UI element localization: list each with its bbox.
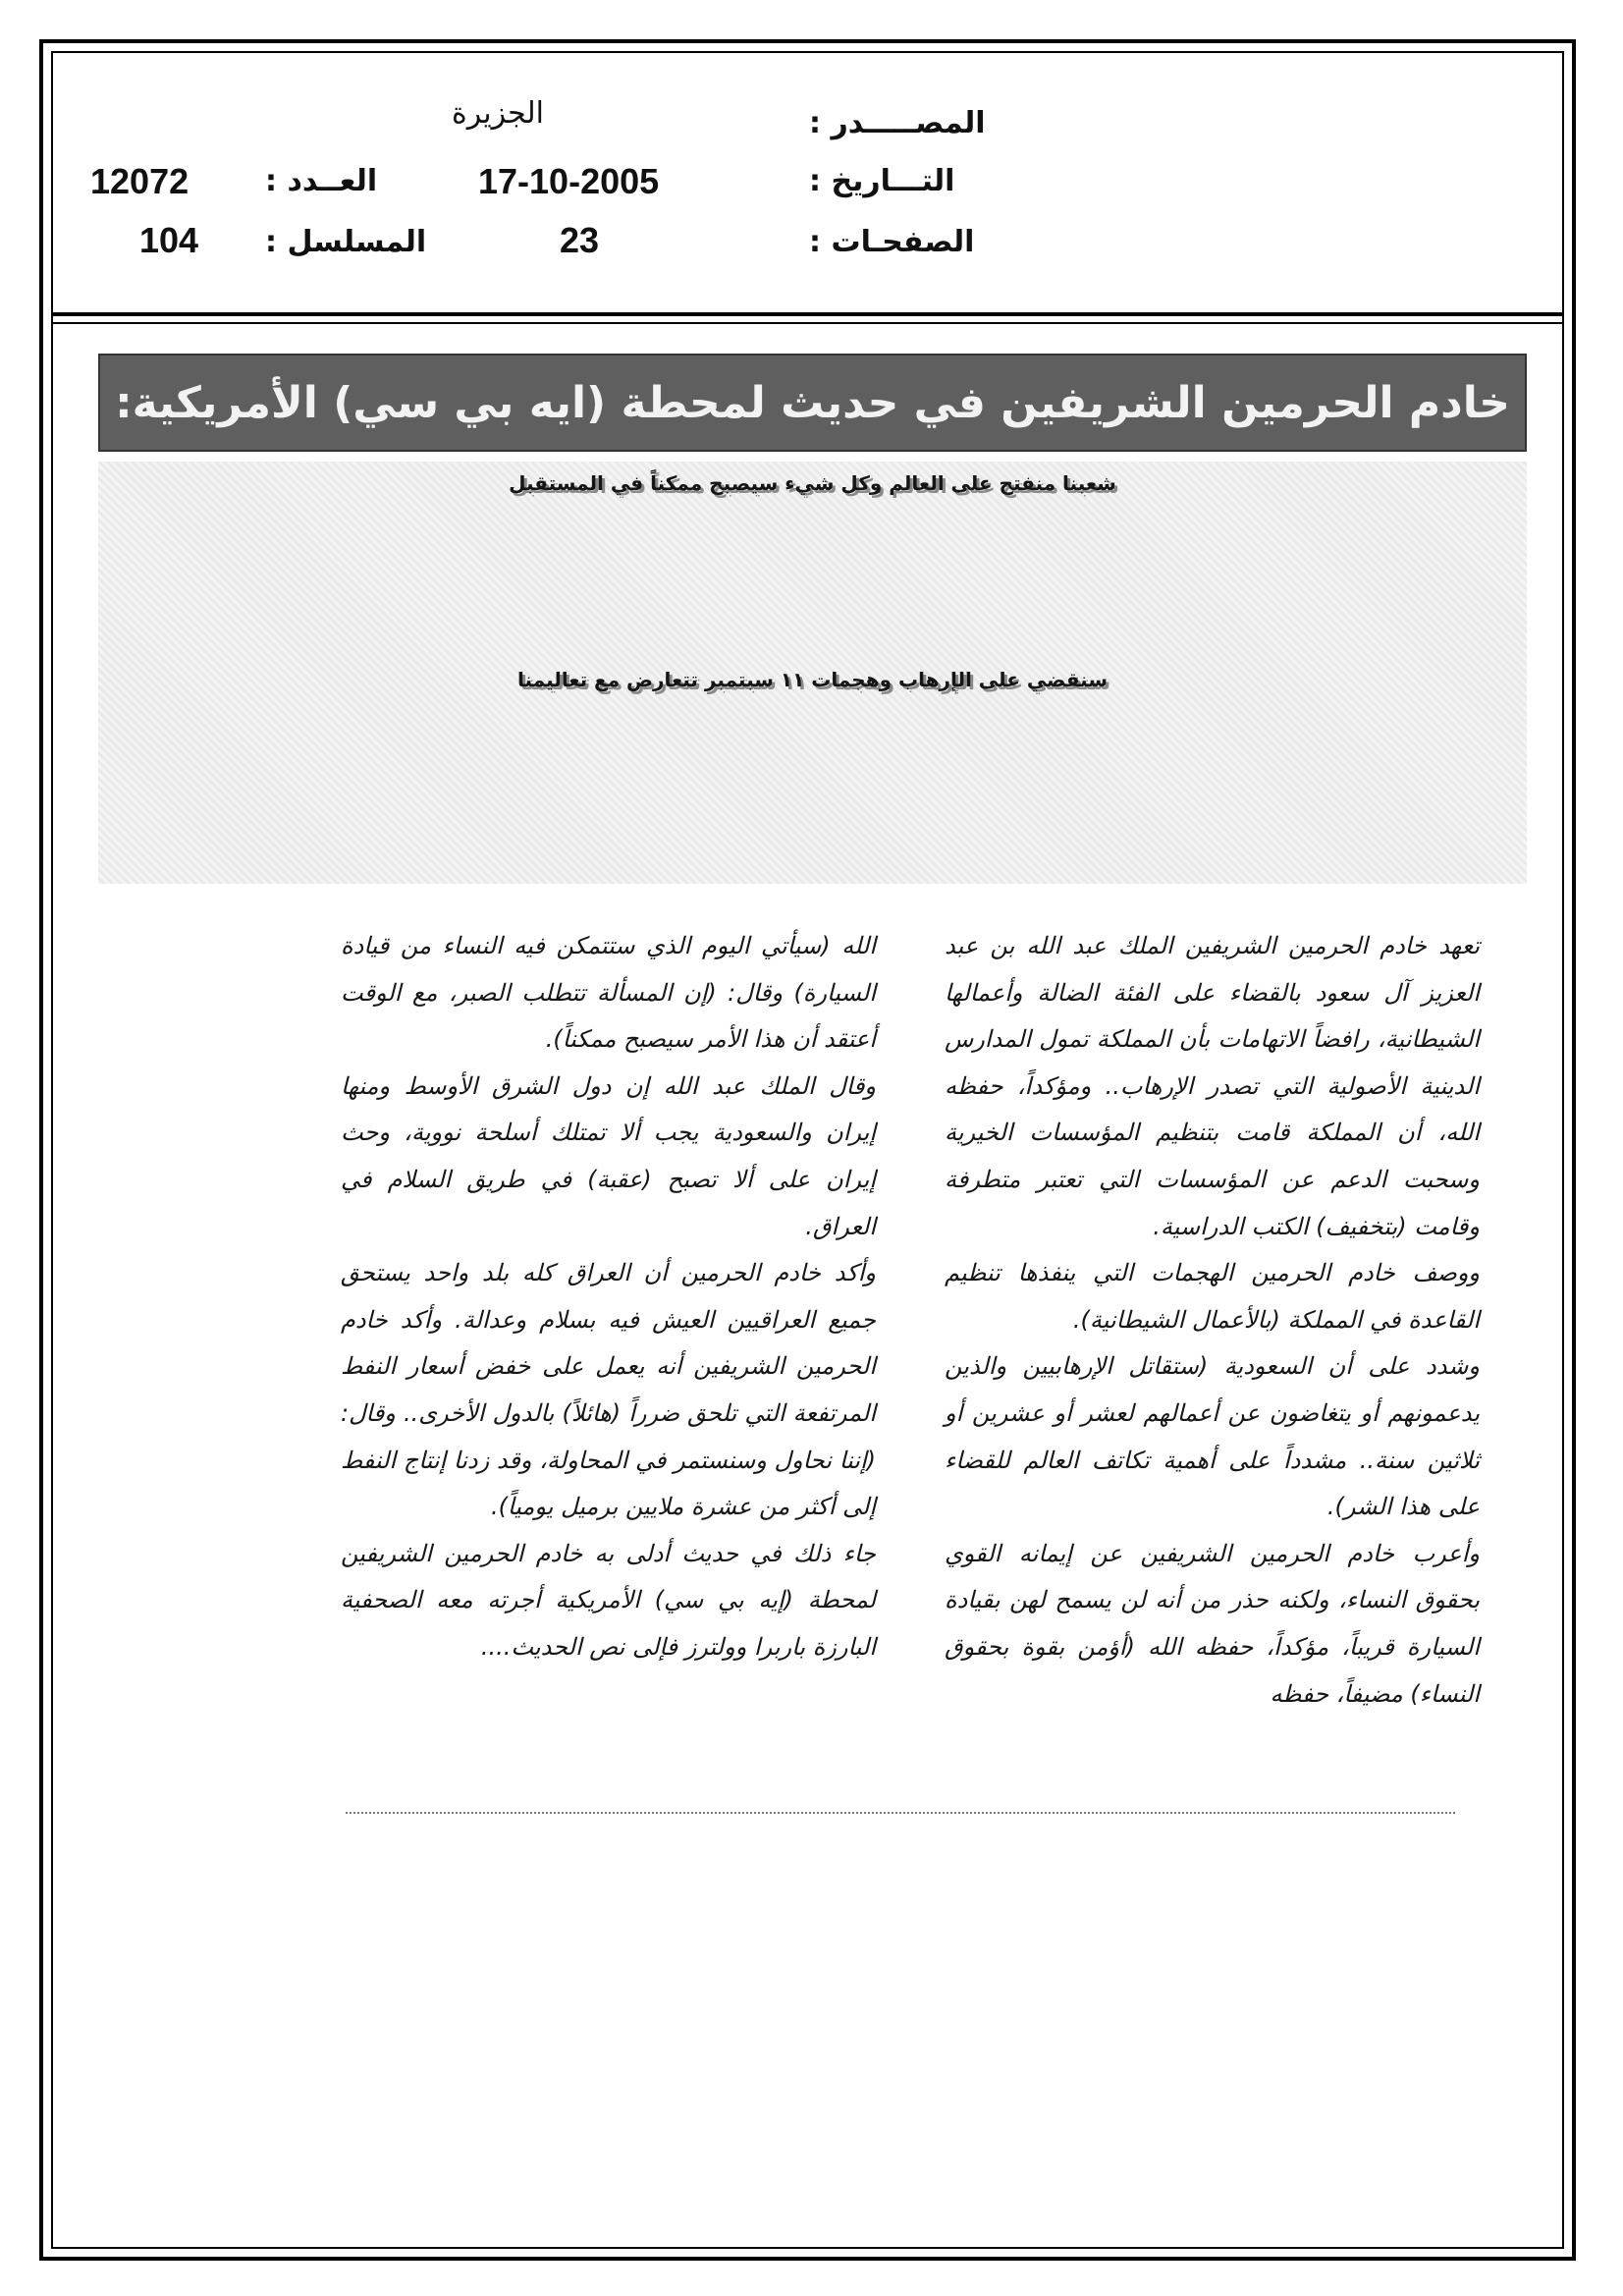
serial-value: 104 <box>139 220 199 260</box>
paragraph: الله (سيأتي اليوم الذي ستتمكن فيه النساء من قيادة السيارة) وقال: (إن المسألة تتطلب الصبر، مع الوقت أعتقد أن هذا الأمر سيصبح ممكناً). <box>341 932 876 1054</box>
kicker-banner <box>98 354 1527 452</box>
article-body <box>341 923 1480 1807</box>
issue-label: العــدد : <box>265 164 378 198</box>
clipping-bottom-edge <box>346 1812 1455 1814</box>
paragraph: جاء ذلك في حديث أدلى به خادم الحرمين الشريفين لمحطة (إيه بي سي) الأمريكية أجرته معه الصحفية البارزة باربرا وولترز فإلى نص الحديث.... <box>341 1539 876 1661</box>
paragraph: تعهد خادم الحرمين الشريفين الملك عبد الله بن عبد العزيز آل سعود بالقضاء على الفئة الضالة وأعمالها الشيطانية، رافضاً الاتهامات بأن المملكة تمول المدارس الدينية الأصولية التي تصدر الإرهاب.. ومؤكداً، حفظه الله، أن المملكة قامت بتنظيم المؤسسات الخيرية وسحبت الدعم عن المؤسسات التي تعتبر متطرفة وقامت (بتخفيف) الكتب الدراسية. <box>945 932 1480 1240</box>
date-value: 17-10-2005 <box>478 161 660 201</box>
kicker-text: خادم الحرمين الشريفين في حديث لمحطة (ايه بي سي) الأمريكية: <box>115 377 1510 428</box>
serial-label: المسلسل : <box>265 225 427 259</box>
article-column-right <box>945 923 1480 1718</box>
paragraph: وقال الملك عبد الله إن دول الشرق الأوسط ومنها إيران والسعودية يجب ألا تمتلك أسلحة نووية، وحث إيران على ألا تصبح (عقبة) في طريق السلام في العراق. <box>341 1071 876 1240</box>
paragraph: وأعرب خادم الحرمين الشريفين عن إيمانه القوي بحقوق النساء، ولكنه حذر من أنه لن يسمح لهن بقيادة السيارة قريباً، مؤكداً، حفظه الله (أؤمن بقوة بحقوق النساء) مضيفاً، حفظه <box>945 1539 1480 1708</box>
paragraph: وشدد على أن السعودية (ستقاتل الإرهابيين والذين يدعمونهم أو يتغاضون عن أعمالهم لعشر أو عشرين أو ثلاثين سنة.. مشدداً على أهمية تكاتف العالم للقضاء على هذا الشر). <box>945 1352 1480 1521</box>
headline-line-1: شعبنا منفتح على العالم وكل شيء سيصبح ممكناً في المستقبل <box>509 471 1116 495</box>
source-value: الجزيرة <box>452 96 545 131</box>
paragraph: وأكد خادم الحرمين أن العراق كله بلد واحد يستحق جميع العراقيين العيش فيه بسلام وعدالة. وأكد خادم الحرمين الشريفين أنه يعمل على خفض أسعار النفط المرتفعة التي تلحق ضرراً (هائلاً) بالدول الأخرى.. وقال: (إننا نحاول وسنستمر في المحاولة، وقد زدنا إنتاج النفط إلى أكثر من عشرة ملايين برميل يومياً). <box>341 1259 876 1521</box>
headline-line-2: سنقضي على الإرهاب وهجمات ١١ سبتمبر تتعارض مع تعاليمنا <box>517 668 1108 691</box>
newspaper-clipping <box>61 339 1563 1831</box>
source-label: المصـــــدر : <box>809 106 986 140</box>
headline-block <box>98 462 1527 884</box>
pages-label: الصفحـات : <box>809 225 975 259</box>
pages-value: 23 <box>560 220 600 260</box>
article-column-left <box>341 923 876 1671</box>
archive-header <box>51 51 1564 316</box>
issue-value: 12072 <box>90 161 189 201</box>
date-label: التـــاريخ : <box>809 164 955 198</box>
paragraph: ووصف خادم الحرمين الهجمات التي ينفذها تنظيم القاعدة في المملكة (بالأعمال الشيطانية). <box>945 1259 1480 1334</box>
